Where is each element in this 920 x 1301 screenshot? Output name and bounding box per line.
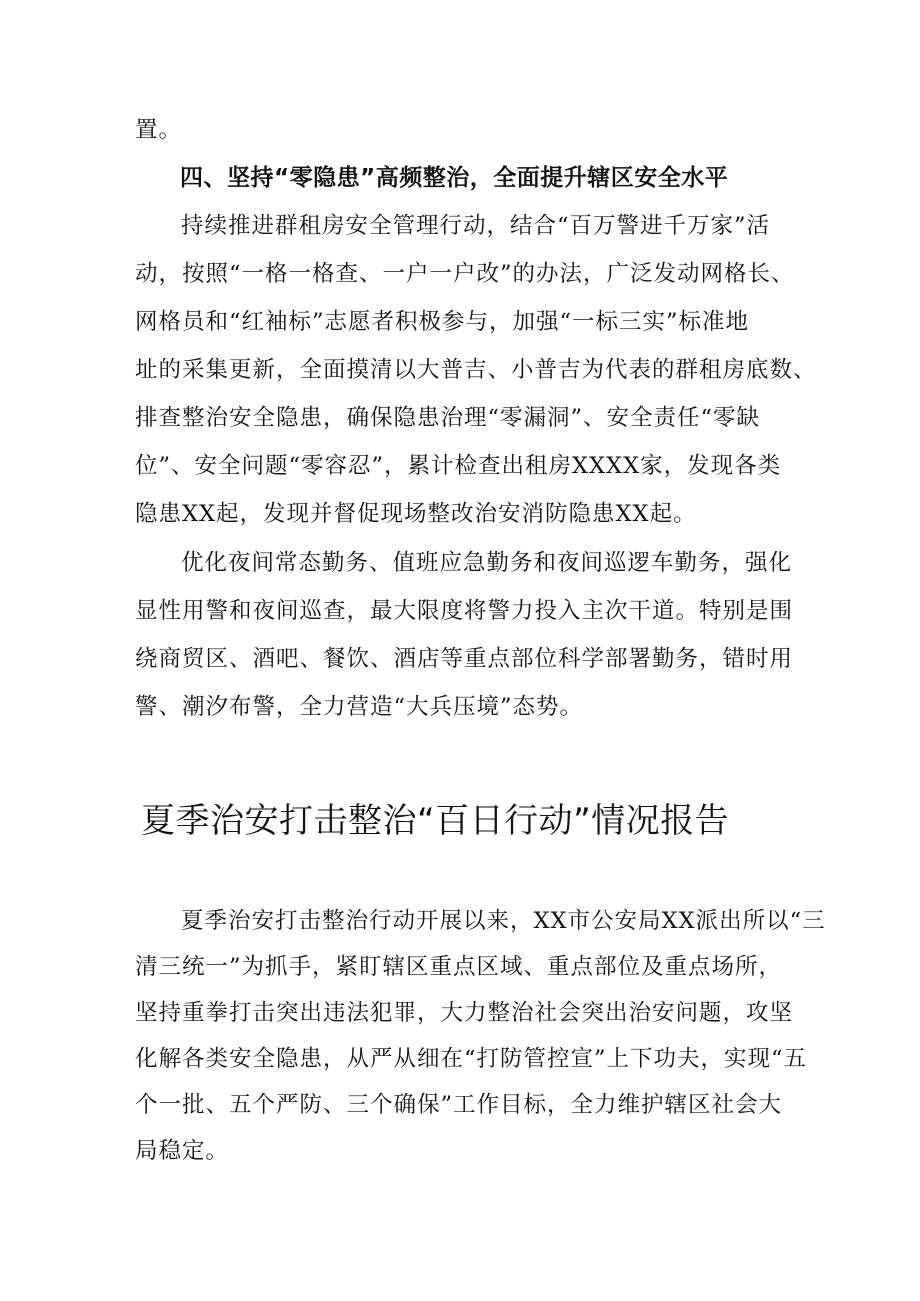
paragraph-line: 清三统一”为抓手，紧盯辖区重点区域、重点部位及重点场所， xyxy=(135,954,783,980)
paragraph-line: 显性用警和夜间巡查，最大限度将警力投入主次干道。特别是围 xyxy=(135,598,794,624)
paragraph-line: 坚持重拳打击突出违法犯罪，大力整治社会突出治安问题，攻坚 xyxy=(135,1000,794,1026)
paragraph-line: 排查整治安全隐患，确保隐患治理“零漏洞”、安全责任“零缺 xyxy=(135,405,761,431)
paragraph-line: 位”、安全问题“零容忍”，累计检查出租房XXXX家，发现各类 xyxy=(135,453,782,479)
paragraph-line: 夏季治安打击整治行动开展以来，XX市公安局XX派出所以“三 xyxy=(181,908,826,934)
paragraph-line: 绕商贸区、酒吧、餐饮、酒店等重点部位科学部署勤务，错时用 xyxy=(135,646,794,672)
report-title: 夏季治安打击整治“百日行动”情况报告 xyxy=(141,801,730,841)
paragraph-line: 持续推进群租房安全管理行动，结合“百万警进千万家”活 xyxy=(181,213,771,239)
paragraph-tail-line: 置。 xyxy=(135,117,183,143)
paragraph-line: 网格员和“红袖标”志愿者积极参与，加强“一标三实”标准地 xyxy=(135,309,750,335)
paragraph-line: 优化夜间常态勤务、值班应急勤务和夜间巡逻车勤务，强化 xyxy=(181,550,793,576)
paragraph-line: 隐患XX起，发现并督促现场整改治安消防隐患XX起。 xyxy=(135,501,697,527)
paragraph-line: 动，按照“一格一格查、一户一户改”的办法，广泛发动网格长、 xyxy=(135,261,795,287)
paragraph-line: 址的采集更新，全面摸清以大普吉、小普吉为代表的群租房底数、 xyxy=(135,357,817,383)
section-heading: 四、坚持“零隐患”高频整治，全面提升辖区安全水平 xyxy=(180,165,729,191)
paragraph-line: 局稳定。 xyxy=(135,1138,230,1164)
paragraph-line: 警、潮汐布警，全力营造“大兵压境”态势。 xyxy=(135,694,584,720)
paragraph-line: 个一批、五个严防、三个确保”工作目标，全力维护辖区社会大 xyxy=(135,1092,783,1118)
paragraph-line: 化解各类安全隐患，从严从细在“打防管控宣”上下功夫，实现“五 xyxy=(135,1046,808,1072)
